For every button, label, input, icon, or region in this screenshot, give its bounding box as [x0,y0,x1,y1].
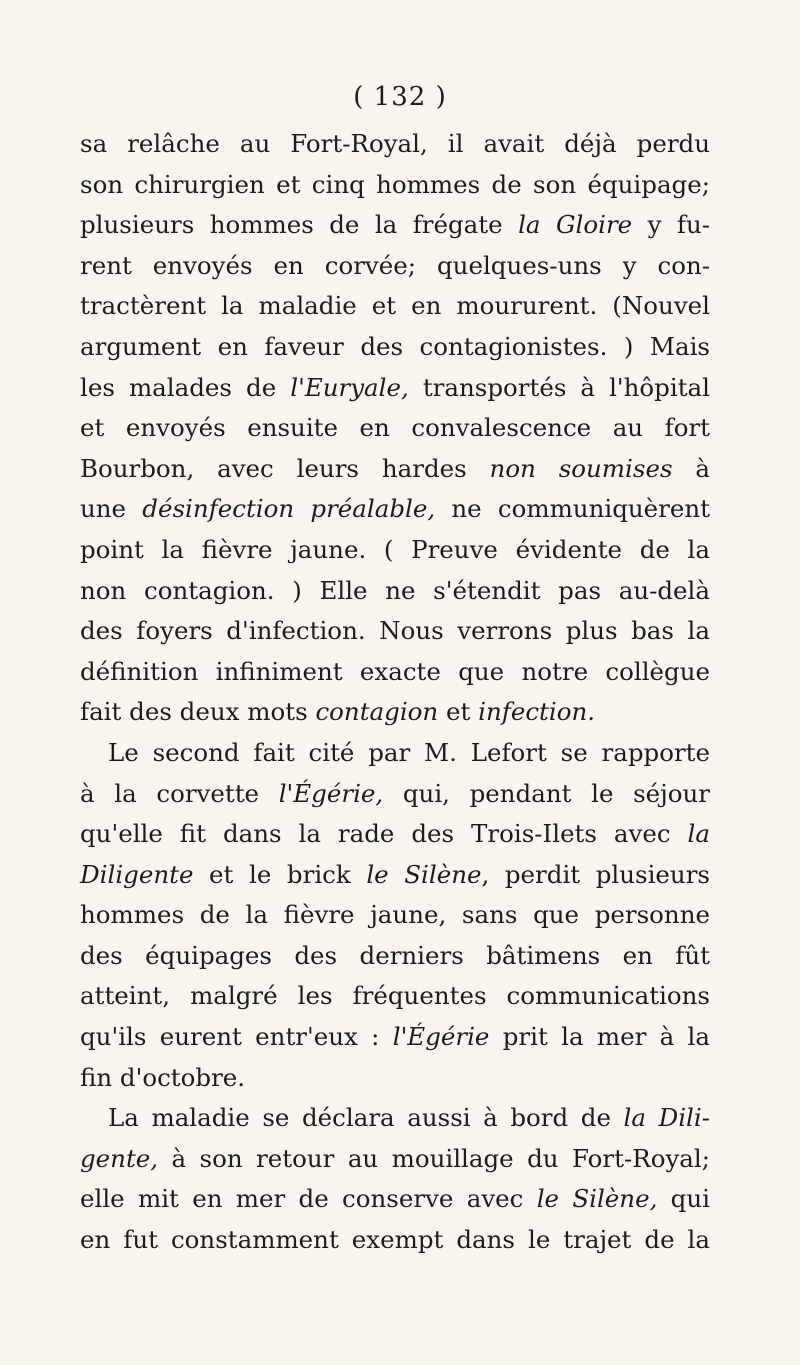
italic-text: le Silène, [536,1184,658,1214]
text-segment: hommes de la fièvre jaune, sans que personne [80,900,710,930]
text-segment: et envoyés ensuite en convalescence au fort [80,413,710,443]
text-segment: les malades de [80,372,291,402]
italic-text: la Gloire [518,210,633,240]
text-line [80,530,710,571]
text-line [80,408,710,449]
text-segment: , perdit plusieurs [481,859,710,889]
text-segment: qui [657,1184,710,1214]
text-line [80,1098,710,1139]
text-segment: prit la mer à la [489,1022,710,1052]
italic-text: l'Euryale, [290,372,409,402]
text-line [80,327,710,368]
italic-text: la [687,819,710,849]
text-segment: tractèrent la maladie et en moururent. (Nouvel [80,291,710,321]
italic-text: désinfection préalable, [142,494,436,524]
text-line [80,571,710,612]
text-segment: et le brick [193,859,367,889]
text-segment: à son retour au mouillage du Fort-Royal; [158,1143,710,1173]
text-segment: point la fièvre jaune. ( Preuve évidente de la [80,534,710,564]
italic-text: la Dili- [623,1103,710,1133]
text-segment: sa relâche au Fort-Royal, il avait déjà perdu [80,129,710,158]
italic-text: le Silène [366,859,482,889]
text-line [80,246,710,287]
text-line [80,1220,710,1261]
text-segment: rent envoyés en corvée; quelques-uns y con- [80,250,710,280]
text-segment: Le second fait cité par M. Lefort se rapporte [108,737,710,767]
text-line [80,814,710,855]
text-line [80,165,710,206]
page-number-header: ( 132 ) [353,82,447,112]
text-line [80,976,710,1017]
text-segment: qui, pendant le séjour [383,778,710,808]
text-line [80,489,710,530]
italic-text: non soumises [489,453,673,483]
text-line [80,1179,710,1220]
text-segment: fin d'octobre. [80,1062,246,1092]
text-line [80,1017,710,1058]
text-segment: transportés à l'hôpital [408,372,710,402]
text-line [80,936,710,977]
text-line [80,611,710,652]
text-segment: argument en faveur des contagionistes. ) Mais [80,331,710,361]
text-line [80,652,710,693]
italic-text: l'Égérie [392,1022,490,1052]
text-line [80,692,710,733]
text-segment: Bourbon, avec leurs hardes [80,453,490,483]
text-line [80,855,710,896]
italic-text: infection. [478,697,596,727]
text-segment: définition infiniment exacte que notre collègue [80,656,710,686]
text-segment: y fu- [632,210,711,240]
italic-text: contagion [315,697,439,727]
text-line [80,286,710,327]
text-segment: atteint, malgré les fréquentes communications [80,981,710,1011]
text-line [80,368,710,409]
text-segment: non contagion. ) Elle ne s'étendit pas au-delà [80,575,710,605]
italic-text: gente, [80,1143,159,1173]
text-segment: et [438,697,479,727]
text-segment: plusieurs hommes de la frégate [80,210,519,240]
text-line [80,449,710,490]
text-line [80,895,710,936]
text-segment: à la corvette [80,778,279,808]
text-segment: qu'ils eurent entr'eux : [80,1022,393,1052]
italic-text: Diligente [80,859,194,889]
text-line [80,1058,710,1099]
text-segment: en fut constamment exempt dans le trajet de la [80,1225,710,1255]
text-segment: fait des deux mots [80,697,316,727]
italic-text: l'Égérie, [278,778,384,808]
text-segment: ne communiquèrent [435,494,710,524]
text-segment: La maladie se déclara aussi à bord de [108,1103,624,1133]
text-line [80,124,710,165]
text-segment: une [80,494,143,524]
text-line [80,733,710,774]
text-segment: des équipages des derniers bâtimens en fût [80,940,710,970]
body-text [80,124,710,1261]
text-line [80,205,710,246]
text-segment: qu'elle fit dans la rade des Trois-Ilets avec [80,819,688,849]
text-segment: des foyers d'infection. Nous verrons plus bas la [80,616,710,646]
text-segment: son chirurgien et cinq hommes de son équipage; [80,169,710,199]
text-line [80,774,710,815]
text-segment: elle mit en mer de conserve avec [80,1184,537,1214]
text-line [80,1139,710,1180]
text-segment: à [672,453,710,483]
